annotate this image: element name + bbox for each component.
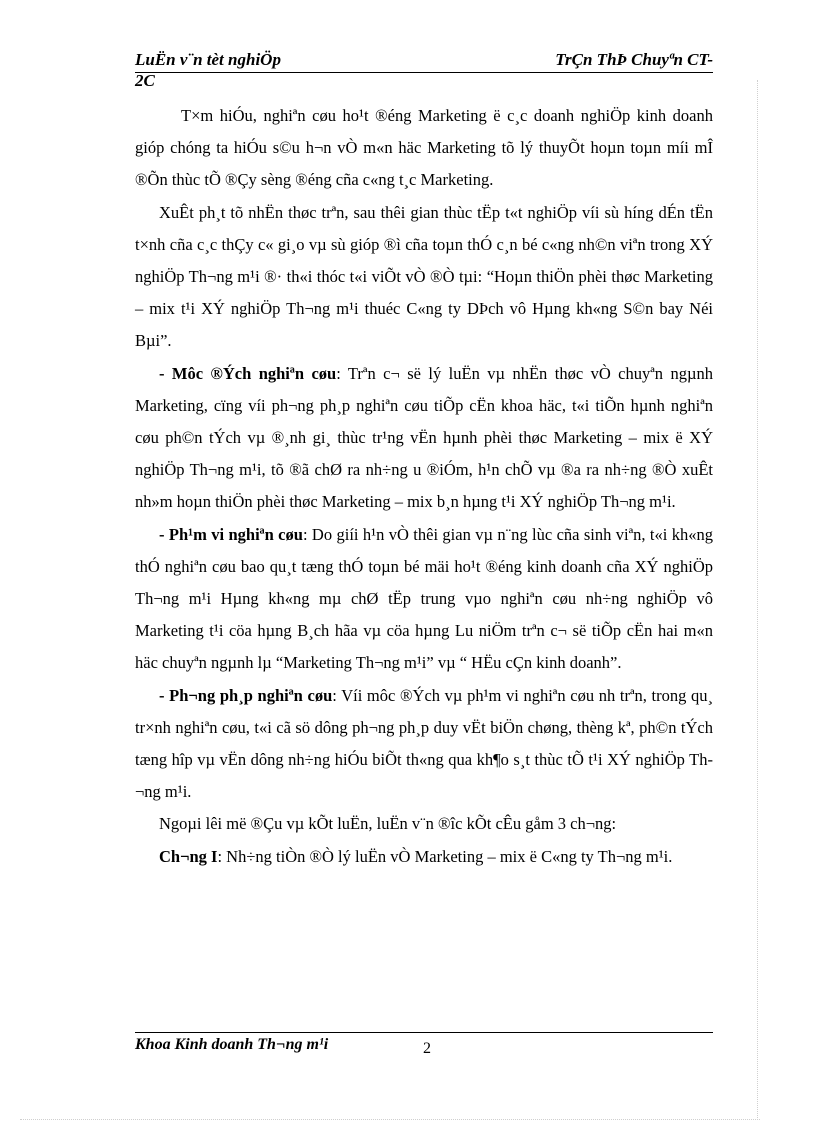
paragraph-chapter-1: Ch¬ng I: Nh÷ng tiÒn ®Ò lý luËn vÒ Marketing – mix ë C«ng ty Th¬ng m¹i. [159, 846, 673, 866]
paragraph-scope: - Ph¹m vi nghiªn cøu: Do giíi h¹n vÒ thêi gian vµ n¨ng lùc cña sinh viªn, t«i kh«ng thÓ nghiªn cøu bao qu¸t tæng thÓ toµn bé mäi ho¹t ®éng kinh doanh cña XÝ nghiÖp Th¬ng m¹i Hµng kh«ng mµ chØ tËp trung vµo nghiªn cøu nh÷ng nghiÖp vô Marketing t¹i cöa hµng B¸ch hãa vµ cöa hµng Lu niÖm trªn c¬ së tiÕp cËn hai m«n häc chuyªn ngµnh lµ “Marketing Th¬ng m¹i” vµ “ HËu cÇn kinh doanh”. [135, 524, 713, 673]
heading-method: - Ph¬ng ph¸p nghiªn cøu [159, 685, 333, 705]
header-author: TrÇn ThÞ Chuyªn CT- [555, 50, 713, 69]
header-author-class: 2C [135, 71, 155, 90]
header-thesis-title: LuËn v¨n tèt nghiÖp [135, 50, 281, 69]
header-rule [135, 72, 713, 73]
heading-chapter-1: Ch¬ng I [159, 846, 218, 866]
page-edge-bottom [20, 1119, 760, 1120]
paragraph-purpose: - Môc ®Ých nghiªn cøu: Trªn c¬ së lý luËn vµ nhËn thøc vÒ chuyªn ngµnh Marketing, cïng víi ph¬ng ph¸p nghiªn cøu tiÕp cËn khoa häc, t«i tiÕn hµnh nghiªn cøu ph©n tÝch vµ ®¸nh gi¸ thùc tr¹ng vËn hµnh phèi thøc Marketing – mix ë XÝ nghiÖp Th¬ng m¹i, tõ ®ã chØ ra nh÷ng u ®iÓm, h¹n chÕ vµ ®a ra nh÷ng ®Ò xuÊt nh»m hoµn thiÖn phèi thøc Marketing – mix b¸n hµng t¹i XÝ nghiÖp Th¬ng m¹i. [135, 363, 713, 512]
heading-purpose: - Môc ®Ých nghiªn cøu [159, 363, 337, 383]
page-number: 2 [423, 1040, 431, 1057]
paragraph-method: - Ph¬ng ph¸p nghiªn cøu: Víi môc ®Ých vµ ph¹m vi nghiªn cøu nh trªn, trong qu¸ tr×nh nghiªn cøu, t«i cã sö dông ph¬ng ph¸p duy vËt biÖn chøng, thèng kª, ph©n tÝch tæng hîp vµ vËn dông nh÷ng hiÓu biÕt th«ng qua kh¶o s¸t thùc tÕ t¹i XÝ nghiÖp Th¬ng m¹i. [135, 685, 713, 802]
heading-scope: - Ph¹m vi nghiªn cøu [159, 524, 303, 544]
page-edge-right [757, 80, 758, 1120]
body-text [135, 100, 713, 873]
paragraph-structure: Ngoµi lêi më ®Çu vµ kÕt luËn, luËn v¨n ®îc kÕt cÊu gåm 3 ch¬ng: [159, 814, 617, 834]
paragraph-origin: XuÊt ph¸t tõ nhËn thøc trªn, sau thêi gian thùc tËp t«t nghiÖp víi sù híng dÉn tËn t×nh cña c¸c thÇy c« gi¸o vµ sù gióp ®ì cña toµn thÓ c¸n bé c«ng nh©n viªn trong XÝ nghiÖp Th¬ng m¹i ®· th«i thóc t«i viÕt vÒ ®Ò tµi: “Hoµn thiÖn phèi thøc Marketing – mix t¹i XÝ nghiÖp Th¬ng m¹i thuéc C«ng ty DÞch vô Hµng kh«ng S©n bay Néi Bµi”. [135, 202, 713, 351]
footer-faculty: Khoa Kinh doanh Th¬ng m¹i [135, 1036, 329, 1053]
paragraph-intro: T×m hiÓu, nghiªn cøu ho¹t ®éng Marketing ë c¸c doanh nghiÖp kinh doanh gióp chóng ta hiÓu s©u h¬n vÒ m«n häc Marketing tõ lý thuyÕt hoµn toµn míi mÎ ®Õn thùc tÕ ®Çy sèng ®éng cña c«ng t¸c Marketing. [135, 106, 713, 190]
footer-rule [135, 1032, 713, 1033]
